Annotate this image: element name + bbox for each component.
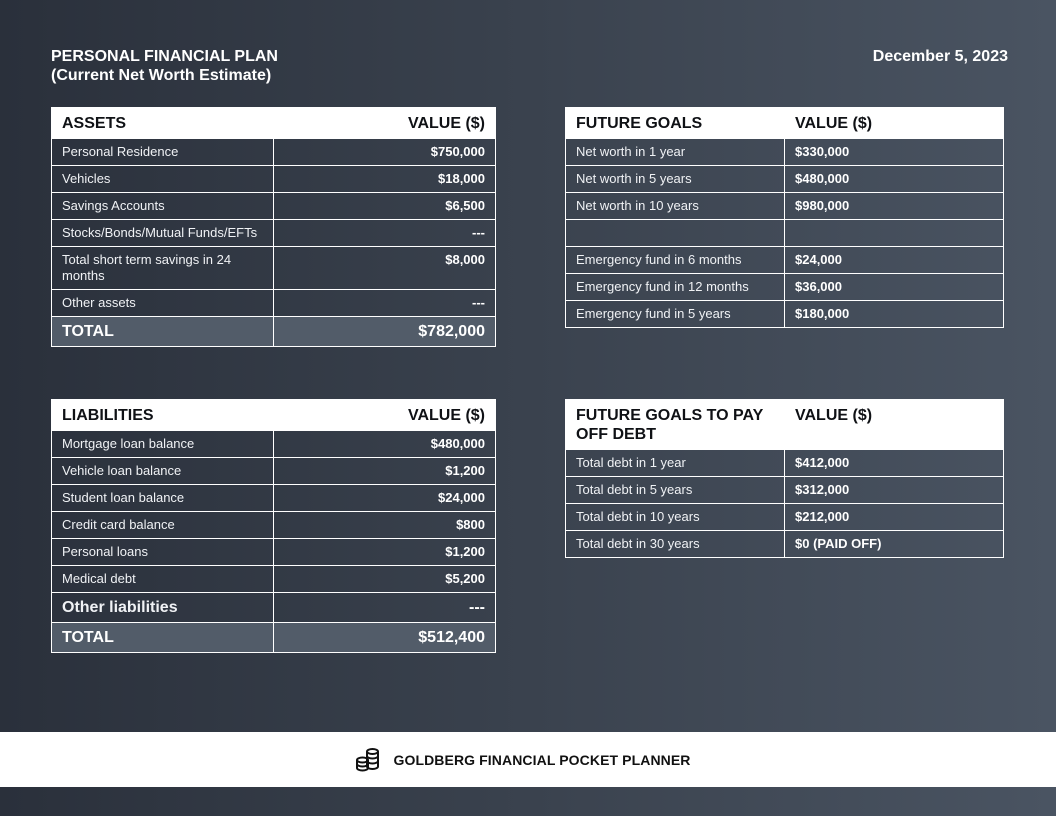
asset-value: $18,000 (274, 166, 496, 193)
debt-goal-value: $412,000 (785, 450, 1004, 477)
table-row (566, 504, 1004, 531)
table-row (566, 247, 1004, 274)
asset-label: Savings Accounts (52, 193, 274, 220)
debt-goal-value: $0 (PAID OFF) (785, 531, 1004, 558)
document-title: PERSONAL FINANCIAL PLAN (51, 48, 278, 65)
assets-total-value: $782,000 (274, 317, 496, 347)
asset-label: Other assets (52, 290, 274, 317)
liability-value: --- (274, 593, 496, 623)
footer-brand-name: GOLDBERG FINANCIAL POCKET PLANNER (393, 751, 691, 768)
assets-header-label: ASSETS (52, 108, 274, 139)
debt-goals-header-label: FUTURE GOALS TO PAY OFF DEBT (566, 400, 785, 450)
goal-label: Net worth in 1 year (566, 139, 785, 166)
liabilities-header-value: VALUE ($) (274, 400, 496, 431)
asset-value: --- (274, 220, 496, 247)
table-row (52, 566, 496, 593)
table-row (52, 458, 496, 485)
table-row (52, 512, 496, 539)
liability-value: $480,000 (274, 431, 496, 458)
goal-label: Net worth in 5 years (566, 166, 785, 193)
liabilities-header-label: LIABILITIES (52, 400, 274, 431)
document-title-block (51, 47, 278, 85)
asset-value: --- (274, 290, 496, 317)
debt-goals-header-value: VALUE ($) (785, 400, 1004, 450)
table-row (566, 450, 1004, 477)
table-row (52, 593, 496, 623)
asset-label: Vehicles (52, 166, 274, 193)
footer-banner (0, 732, 1056, 787)
liabilities-total-row (52, 623, 496, 653)
table-row (52, 139, 496, 166)
goal-label: Emergency fund in 12 months (566, 274, 785, 301)
liability-value: $5,200 (274, 566, 496, 593)
table-row (566, 193, 1004, 220)
table-row (52, 539, 496, 566)
asset-label: Personal Residence (52, 139, 274, 166)
table-row (566, 139, 1004, 166)
table-row (52, 431, 496, 458)
liability-value: $800 (274, 512, 496, 539)
asset-value: $750,000 (274, 139, 496, 166)
goal-value: $180,000 (785, 301, 1004, 328)
future-goals-header-row (566, 108, 1004, 139)
goal-value: $24,000 (785, 247, 1004, 274)
goal-label: Emergency fund in 5 years (566, 301, 785, 328)
future-goals-table (565, 107, 1004, 328)
assets-header-row (52, 108, 496, 139)
future-goals-header-value: VALUE ($) (785, 108, 1004, 139)
debt-goal-label: Total debt in 5 years (566, 477, 785, 504)
table-row (52, 193, 496, 220)
goal-value (785, 220, 1004, 247)
liabilities-total-label: TOTAL (52, 623, 274, 653)
debt-goals-table (565, 399, 1004, 558)
asset-value: $8,000 (274, 247, 496, 290)
goal-label: Net worth in 10 years (566, 193, 785, 220)
debt-goals-header-row (566, 400, 1004, 450)
assets-header-value: VALUE ($) (274, 108, 496, 139)
assets-table (51, 107, 496, 347)
liability-value: $24,000 (274, 485, 496, 512)
coins-stack-icon (355, 747, 381, 773)
goal-label (566, 220, 785, 247)
asset-label: Total short term savings in 24 months (52, 247, 274, 290)
liabilities-table (51, 399, 496, 653)
debt-goal-label: Total debt in 10 years (566, 504, 785, 531)
liability-label: Vehicle loan balance (52, 458, 274, 485)
document-date: December 5, 2023 (872, 48, 1008, 65)
liability-label: Student loan balance (52, 485, 274, 512)
assets-total-row (52, 317, 496, 347)
liability-value: $1,200 (274, 539, 496, 566)
assets-total-label: TOTAL (52, 317, 274, 347)
debt-goal-value: $212,000 (785, 504, 1004, 531)
debt-goal-label: Total debt in 30 years (566, 531, 785, 558)
goal-value: $330,000 (785, 139, 1004, 166)
table-row (52, 166, 496, 193)
table-row (566, 301, 1004, 328)
goal-label: Emergency fund in 6 months (566, 247, 785, 274)
asset-value: $6,500 (274, 193, 496, 220)
liability-label: Medical debt (52, 566, 274, 593)
liability-label: Other liabilities (52, 593, 274, 623)
goal-value: $980,000 (785, 193, 1004, 220)
table-row (566, 166, 1004, 193)
goal-value: $480,000 (785, 166, 1004, 193)
debt-goal-label: Total debt in 1 year (566, 450, 785, 477)
table-row (52, 290, 496, 317)
liability-value: $1,200 (274, 458, 496, 485)
liability-label: Credit card balance (52, 512, 274, 539)
liabilities-total-value: $512,400 (274, 623, 496, 653)
asset-label: Stocks/Bonds/Mutual Funds/EFTs (52, 220, 274, 247)
table-row (52, 247, 496, 290)
liability-label: Personal loans (52, 539, 274, 566)
table-row (566, 531, 1004, 558)
document-subtitle: (Current Net Worth Estimate) (51, 67, 272, 84)
table-row (52, 220, 496, 247)
debt-goal-value: $312,000 (785, 477, 1004, 504)
liabilities-header-row (52, 400, 496, 431)
table-row (52, 485, 496, 512)
table-row (566, 477, 1004, 504)
table-row-empty (566, 220, 1004, 247)
future-goals-header-label: FUTURE GOALS (566, 108, 785, 139)
liability-label: Mortgage loan balance (52, 431, 274, 458)
goal-value: $36,000 (785, 274, 1004, 301)
table-row (566, 274, 1004, 301)
